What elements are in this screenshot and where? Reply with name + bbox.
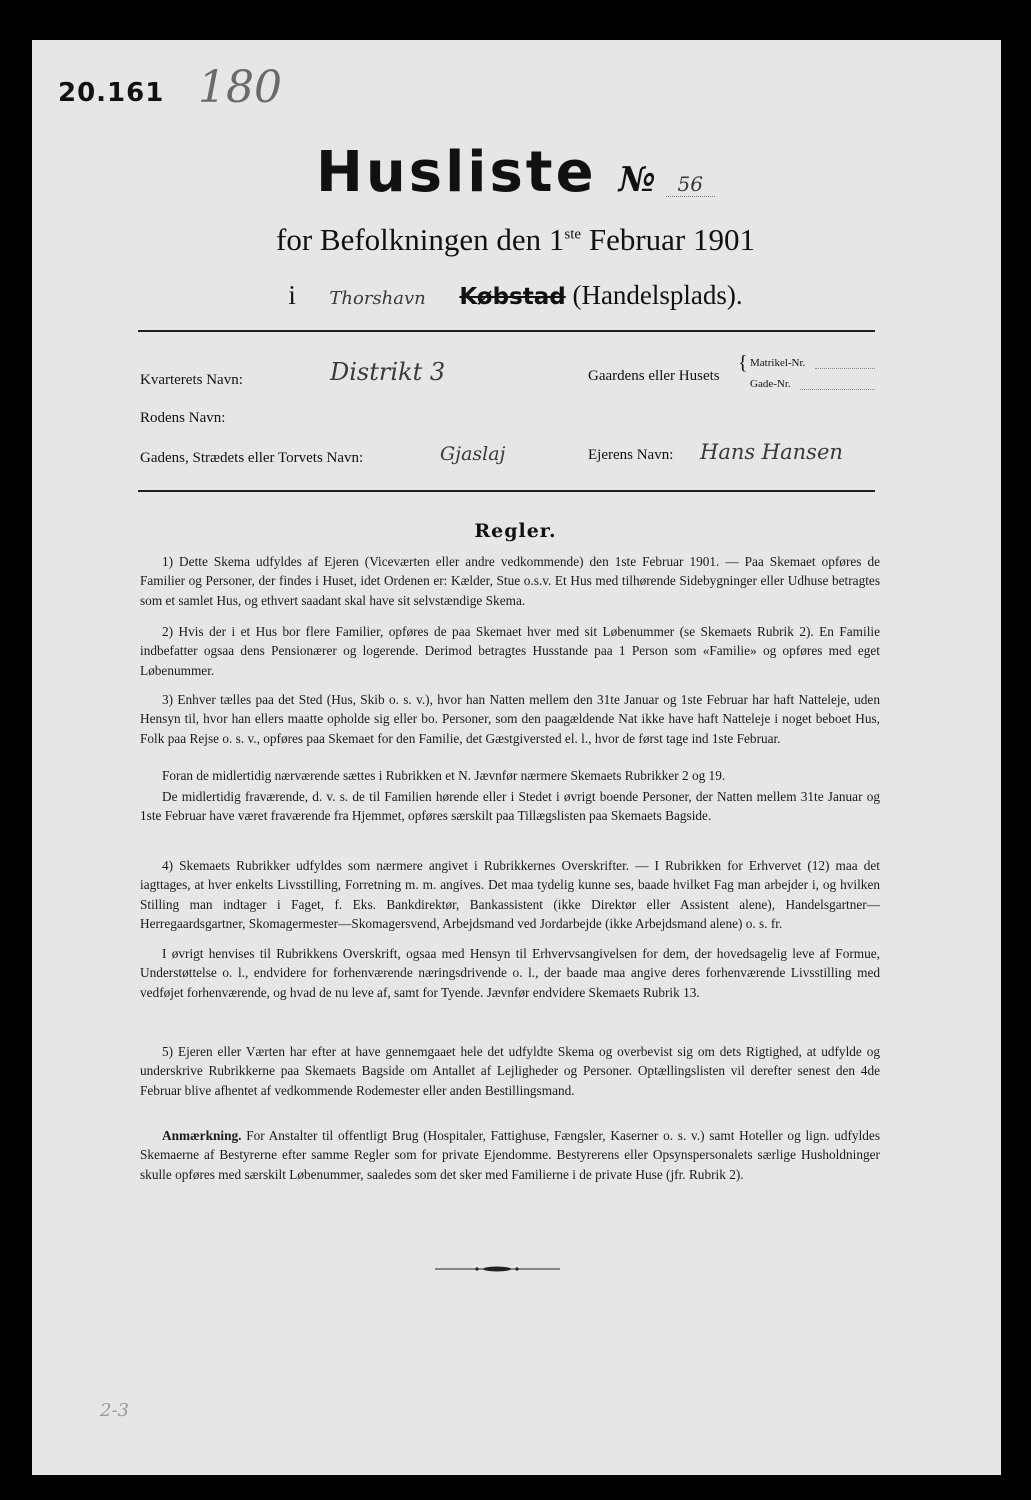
numero-sign: № (618, 160, 656, 200)
kvarter-label: Kvarterets Navn: (140, 372, 243, 388)
gade-value: Gjaslaj (440, 443, 506, 465)
subtitle-after: Februar 1901 (581, 222, 755, 257)
brace-icon: { (738, 352, 748, 374)
rule-1 (140, 552, 880, 610)
rule-2 (140, 622, 880, 680)
rule-4 (140, 856, 880, 933)
rule-text: I øvrigt henvises til Rubrikkens Overskrift, ogsaa med Hensyn til Erhvervsangivelsen for dem, der hovedsagelig leve af Formue, Understøttelse o. l., endvidere for forhenværende næringsdrivende o. l., der baade maa angive deres forhenværende Livsstilling med vedføjet forhenværende, og hvad de nu leve af, samt for Tyende. Jævnfør endvidere Skemaets Rubrik 13. (140, 946, 880, 1000)
rule-3-foran (140, 766, 880, 785)
rule-text: De midlertidig fraværende, d. v. s. de til Familien hørende eller i Stedet i øvrigt boende Personer, der Natten mellem 31te Januar og 1ste Februar have været fraværende fra Hjemmet, opføres særskilt paa Tillægslisten paa Skemaets Bagside. (140, 789, 880, 824)
top-rule (138, 330, 875, 332)
matrikel-label: Matrikel-Nr. (750, 357, 806, 369)
rule-text: 3) Enhver tælles paa det Sted (Hus, Skib o. s. v.), hvor han Natten mellem den 31te Januar og 1ste Februar har haft Natteleje, uden Hensyn til, hvor han ellers maatte opholde sig eller bo. Personer, som den paagældende Nat ikke have haft Natteleje i noget beboet Hus, Folk paa Rejse o. s. v., opføres paa Skemaet for den Familie, det Gæstgiversted el. l., hvor de først tage ind 1ste Februar. (140, 692, 880, 746)
location-prefix: i (288, 280, 296, 310)
location-town: Thorshavn (329, 288, 426, 309)
location-struck: Købstad (459, 284, 566, 310)
rule-5 (140, 1042, 880, 1100)
list-number: 56 (666, 172, 715, 197)
gade-label: Gadens, Strædets eller Torvets Navn: (140, 450, 364, 466)
ornament-divider-icon (435, 1266, 560, 1272)
gade-nr-label: Gade-Nr. (750, 378, 791, 390)
rule-text: 4) Skemaets Rubrikker udfyldes som nærmere angivet i Rubrikkernes Overskrifter. — I Rubrikken for Erhvervet (12) maa det iagttages, at hver enkelts Livsstilling, Forretning m. m. angives. Det maa tydelig kunne ses, baade hvilket Fag man arbejder i, og hvilken Stilling man indtager i Faget, f. Eks. Bankdirektør, Bankassistent (ikke Direktør eller Assistent alene), Handelsgartner—Herregaardsgartner, Skomagermester—Skomagersvend, Arbejdsmand ved Jordarbejde (ikke Arbejdsmand alene) o. s. fr. (140, 858, 880, 931)
title-block (0, 140, 1031, 205)
document-title: Husliste (316, 140, 597, 205)
rule-3-fravaerende (140, 787, 880, 826)
rule-text: 1) Dette Skema udfyldes af Ejeren (Viceværten eller andre vedkommende) den 1ste Februar 1901. — Paa Skemaet opføres de Familier og Personer, der findes i Huset, idet Ordenen er: Kælder, Stue o.s.v. Et Hus med tilhørende Sidebygninger eller Udhuse betragtes som et samlet Hus, og ethvert saadant skal have sit selvstændige Skema. (140, 554, 880, 608)
gade-nr-line (800, 389, 875, 390)
ejer-label: Ejerens Navn: (588, 447, 674, 463)
gaard-label: Gaardens eller Husets (588, 368, 720, 384)
location-rest: (Handelsplads). (572, 280, 743, 310)
note-text: For Anstalter til offentligt Brug (Hospitaler, Fattighuse, Fængsler, Kaserner o. s. v.) samt Hoteller og lign. udfyldes Skemaerne af Bestyrerne efter samme Regler som for private Ejendomme. Bestyrerens eller Opsynspersonalets særlige Husholdninger skulle opføres med særskilt Løbenummer, saaledes som det sker med Familierne i de private Huse (jfr. Rubrik 2). (140, 1128, 881, 1182)
rule-3 (140, 690, 880, 748)
rule-text: 2) Hvis der i et Hus bor flere Familier, opføres de paa Skemaet hver med sit Løbenummer (se Skemaets Rubrik 2). En Familie indbefatter ogsaa dens Pensionærer og logerende. Derimod betragtes Husstande paa 1 Person som «Familie» og opføres med eget Løbenummer. (140, 624, 880, 678)
archive-stamp-number: 20.161 (58, 78, 165, 108)
rode-label: Rodens Navn: (140, 410, 226, 426)
ejer-value: Hans Hansen (700, 440, 843, 464)
subtitle (0, 222, 1031, 258)
pencil-note-bottom-left: 2-3 (100, 1400, 129, 1421)
rule-text: 5) Ejeren eller Værten har efter at have gennemgaaet hele det udfyldte Skema og overbevist sig om dets Rigtighed, at udfylde og underskrive Rubrikkerne paa Skemaets Bagside om Antallet af Lejligheder og Personer. Optællingslisten vil derefter senest den 4de Februar blive afhentet af vedkommende Rodemester eller anden Bestillingsmand. (140, 1044, 880, 1098)
rule-text: Foran de midlertidig nærværende sættes i Rubrikken et N. Jævnfør nærmere Skemaets Rubrikker 2 og 19. (162, 768, 726, 783)
matrikel-line (815, 368, 875, 369)
subtitle-before: for Befolkningen den 1 (276, 222, 565, 257)
bottom-rule (138, 490, 875, 492)
rule-4-ovrigt (140, 944, 880, 1002)
location-line (0, 280, 1031, 311)
regler-title: Regler. (474, 520, 557, 542)
note-block (140, 1126, 880, 1184)
kvarter-value: Distrikt 3 (330, 358, 446, 386)
note-label: Anmærkning. (162, 1128, 242, 1143)
subtitle-sup: ste (564, 226, 582, 243)
pencil-note-top: 180 (198, 62, 282, 113)
